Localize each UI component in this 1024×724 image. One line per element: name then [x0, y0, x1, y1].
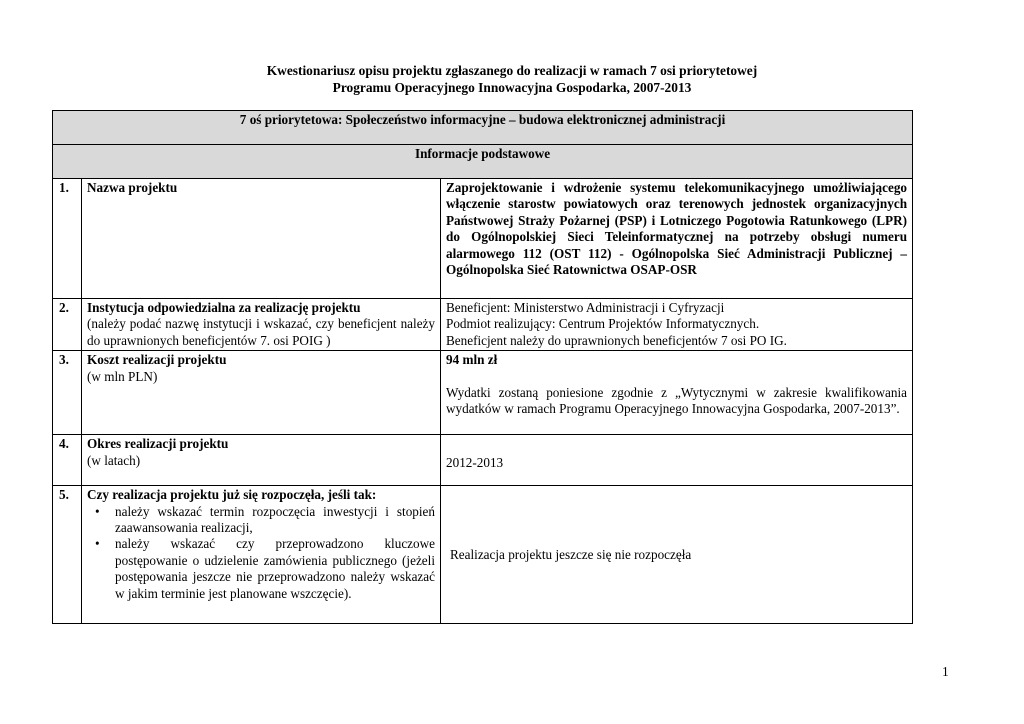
row-sublabel: (należy podać nazwę instytucji i wskazać, czy beneficjent należy do uprawnionych beneficjentów 7. osi POIG ): [87, 316, 435, 348]
period-value: [441, 435, 913, 486]
cost-value: [441, 351, 913, 435]
row-number: 4.: [53, 435, 82, 486]
eligibility-line: Beneficjent należy do uprawnionych beneficjentów 7 osi PO IG.: [446, 332, 787, 348]
cost-note: Wydatki zostaną poniesione zgodnie z „Wytycznymi w zakresie kwalifikowania wydatków w ramach Programu Operacyjnego Innowacyjna Gospodarka, 2007-2013”.: [446, 384, 908, 417]
row-label-cell: [82, 486, 441, 624]
table-row: [53, 435, 913, 486]
row-label: Nazwa projektu: [82, 179, 441, 299]
row-label: Instytucja odpowiedzialna za realizację projektu: [87, 300, 361, 315]
info-header: Informacje podstawowe: [53, 145, 913, 179]
beneficiary-line: Beneficjent: Ministerstwo Administracji i Cyfryzacji: [446, 300, 725, 315]
page-number: 1: [942, 664, 949, 679]
row-number: 5.: [53, 486, 82, 624]
axis-header-row: [53, 111, 913, 145]
row-sublabel: (w latach): [87, 452, 141, 468]
document-title: [0, 62, 1024, 96]
title-line-1: Kwestionariusz opisu projektu zgłaszanego do realizacji w ramach 7 osi priorytetowej: [266, 63, 758, 78]
row-number: 2.: [53, 299, 82, 351]
bullet-icon: •: [95, 536, 100, 552]
table-row: [53, 299, 913, 351]
title-line-2: Programu Operacyjnego Innowacyjna Gospodarka, 2007-2013: [332, 80, 692, 95]
table-row: [53, 351, 913, 435]
row-sublabel: (w mln PLN): [87, 368, 158, 384]
row-label: Czy realizacja projektu już się rozpoczęła, jeśli tak:: [87, 487, 377, 503]
row-number: 1.: [53, 179, 82, 299]
row-number: 3.: [53, 351, 82, 435]
info-header-row: [53, 145, 913, 179]
table-row: [53, 486, 913, 624]
row-label: Okres realizacji projektu: [87, 436, 229, 452]
list-item: • należy wskazać termin rozpoczęcia inwestycji i stopień zaawansowania realizacji,: [95, 503, 435, 536]
table-row: [53, 179, 913, 299]
institution-value: [441, 299, 913, 351]
status-value: [441, 486, 913, 624]
row-label-cell: [82, 435, 441, 486]
cost-amount: 94 mln zł: [446, 352, 498, 368]
period-text: 2012-2013: [446, 455, 504, 471]
project-name-value: Zaprojektowanie i wdrożenie systemu telekomunikacyjnego umożliwiającego włączenie starostw powiatowych oraz terenowych jednostek organizacyjnych Państwowej Straży Pożarnej (PSP) i Lotniczego Pogotowia Ratunkowego (LPR) do Ogólnopolskiej Sieci Teleinformatycznej na potrzeby obsługi numeru alarmowego 112 (OST 112) - Ogólnopolska Sieć Administracji Publicznej – Ogólnopolska Sieć Ratownictwa OSAP-OSR: [441, 179, 913, 299]
status-text: Realizacja projektu jeszcze się nie rozpoczęła: [450, 546, 692, 562]
bullet-icon: •: [95, 503, 100, 519]
implementing-entity-line: Podmiot realizujący: Centrum Projektów Informatycznych.: [446, 316, 760, 332]
project-questionnaire-table: [52, 110, 913, 624]
row-label-cell: [82, 299, 441, 351]
axis-header: 7 oś priorytetowa: Społeczeństwo informacyjne – budowa elektronicznej administracji: [53, 111, 913, 145]
row-label: Koszt realizacji projektu: [87, 352, 227, 368]
list-item: • należy wskazać czy przeprowadzono kluczowe postępowanie o udzielenie zamówienia publicznego (jeżeli postępowania jeszcze nie przeprowadzono należy wskazać w jakim terminie jest planowane wszczęcie).: [95, 536, 435, 601]
requirements-list: [87, 504, 435, 602]
row-label-cell: [82, 351, 441, 435]
